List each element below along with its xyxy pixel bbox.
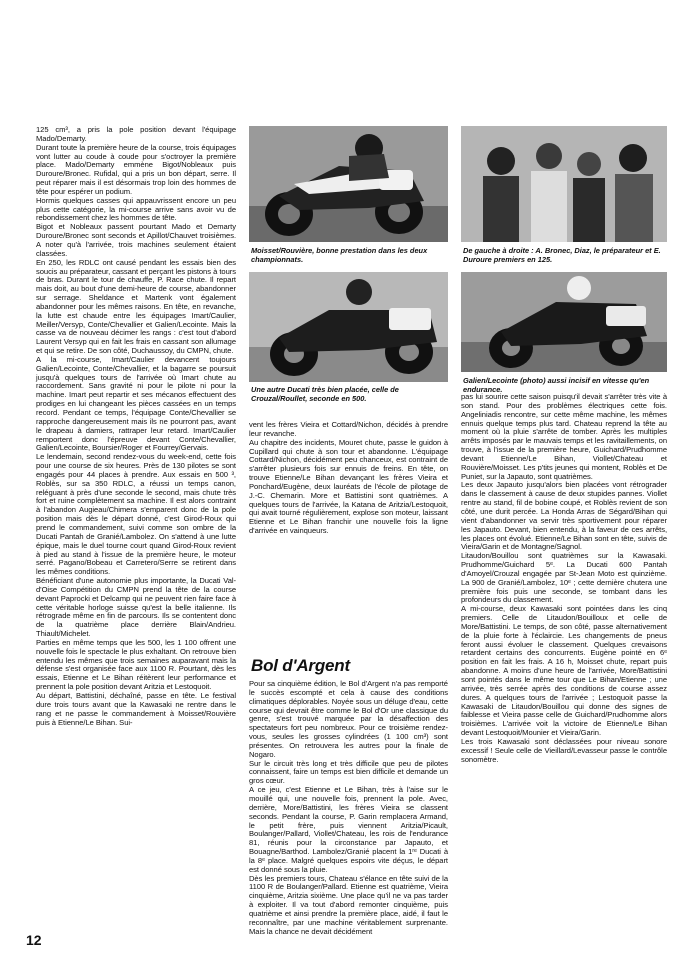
group-image (461, 126, 667, 242)
rider-image (461, 272, 667, 372)
photo-ducati-crouzal (249, 272, 448, 382)
paragraph: Pour sa cinquième édition, le Bol d'Argent n'a pas remporté le succès escompté et cela à cause des conditions climatiques déplorables. Noyée sous un déluge d'eau, cette course qui devrait être comme le Bol d'Or une classique du genre, s'est trouvé marquée par la désaffection des spectateurs fort peu nombreux. Pour ce troisième rendez-vous, seules les grosses cylindrées (1 100 cm³) sont présentes. On retrouvera les autres pour la finale de Nogaro. (249, 679, 448, 759)
paragraph: A ce jeu, c'est Etienne et Le Bihan, très à l'aise sur le mouillé qui, une nouvelle fois, prennent la pole. Avec, derrière, More/Battistini, les frères Vieira se classent seconds. Pendant la course, P. Garin remplacera Armand, le petit frère, puis viennent Aritzia/Picault, Boulanger/Pallard, Viollet/Chateau, les rois de l'endurance 81, réunis pour la circonstance par Japauto, et Bouagne/Barthod. Lambolez/Granié placent la 1ʳᵉ Ducati à la 8ᵉ place. Malgré quelques espoirs vite déçus, le départ est donné sous la pluie. (249, 785, 448, 874)
paragraph: Bénéficiant d'une autonomie plus importante, la Ducati Val-d'Oise Compétition du CMPN prend la tête de la course devant Paprocki et Delcamp qui ne peuvent rien faire face à cette véritable horloge suisse qu'est la belle italienne. Ils rétrograde même en fin de parcours. Ils se contentent donc de la quatrième place derrière Blain/Andrieu. Thiault/Michelet. (36, 576, 236, 639)
paragraph: Au chapitre des incidents, Mouret chute, passe le guidon à Cupillard qui chute à son tour et abandonne. L'équipage Cottard/Nichon, décidément peu chanceux, est contraint de s'arrêter plusieurs fois sur ennuis de freins. En tête, on trouve Etienne/Le Bihan devançant les frères Vieira et Ponchard/Eugène, deux lauréats de l'école de pilotage de J.-C. Chemarin. More et Battistini sont quatrièmes. A quelques tours de l'arrivée, la Katana de Aritzia/Lestoquoit, qui avait tourné régulièrement, explose son moteur, laissant Etienne et Le Bihan franchir une nouvelle fois la ligne d'arrivée en vainqueurs. (249, 437, 448, 536)
paragraph: Sur le circuit très long et très difficile que peu de pilotes connaissent, faire un temps est bien difficile et demande un gros cœur. (249, 758, 448, 786)
paragraph: Parties en même temps que les 500, les 1 100 offrent une nouvelle fois le spectacle le plus exhaltant. On retrouve bien entendu les mêmes que trois semaines auparavant mais la défense s'est organisée face aux 1100 R. Pourtant, dès les essais, Etienne et Le Bihan réitèrent leur performance et prennent la pole position devant Aritzia et Lestoquoit. (36, 637, 236, 692)
paragraph: Bigot et Nobleaux passent pourtant Mado et Demarty Duroure/Bronec sont seconds et Apillot/Chauvet troisièmes. A noter qu'à l'arrivée, trois machines seulement étaient classées. (36, 222, 236, 258)
paragraph: Hormis quelques casses qui appauvrissent encore un peu plus cette catégorie, la mi-course arrive sans avoir vu de rebondissement chez les hommes de tête. (36, 195, 236, 223)
ducati-image (249, 272, 448, 382)
photo-group-portrait (461, 126, 667, 242)
middle-column (249, 421, 448, 536)
photo-caption: Galien/Lecointe (photo) aussi incisif en vitesse qu'en endurance. (463, 376, 650, 394)
page-number: 12 (26, 932, 42, 948)
paragraph: Litaudon/Bouillou sont quatrièmes sur la Kawasaki. Prudhomme/Guichard 5ᵉ. La Ducati 600 Pantah d'Amoyel/Crouzal engagée par St-Jean Moto est quinzième. La 900 de Granié/Lambolez, 10ᵉ ; cette dernière chutera une première fois puis une seconde, se tombant dans les profondeurs du classement. (461, 551, 667, 605)
paragraph: Au départ, Battistini, déchaîné, passe en tête. Le festival dure trois tours avant que la Kawasaki ne rentre dans le rang et ne passe le commandement à Moisset/Rouvière puis à Etienne/Le Bihan. Sui- (36, 691, 236, 727)
motorcycle-image (249, 126, 448, 242)
middle-column-bottom (249, 680, 448, 936)
paragraph: Dès les premiers tours, Chateau s'élance en tête suivi de la 1100 R de Boulanger/Pallard. Etienne est quatrième, Vieira cinquième, Aritzia sixième. Une place qu'il ne va pas tarder à exploiter. Il va tout d'abord remonter cinquième, puis quatrième et ainsi prendre la première place, aidé, il faut le reconnaître, par une machine véritablement surprenante. Mais la chance ne devait décidément (249, 873, 448, 936)
paragraph: Durant toute la première heure de la course, trois équipages vont lutter au coude à coude pour s'octroyer la première place. Mado/Demarty emmène Bigot/Nobleaux puis Duroure/Bronec. Rufidal, qui a pris un bon départ, serre. Il peut réparer mais il est désormais trop loin des hommes de tête pour espérer un podium. (36, 142, 236, 196)
photo-caption: De gauche à droite : A. Bronec, Diaz, le préparateur et E. Duroure premiers en 125. (463, 246, 661, 264)
photo-galien-lecointe (461, 272, 667, 372)
right-column (461, 393, 667, 764)
paragraph: Les trois Kawasaki sont déclassées pour niveau sonore excessif ! Seule celle de Vieillard/Levasseur passe le contrôle sonomètre. (461, 736, 667, 764)
paragraph: A mi-course, deux Kawasaki sont pointées dans les cinq premiers. Celle de Litaudon/Bouilloux et celle de More/Battistini. Le temps, de son côté, passe alternativement de la pluie forte à l'éclaircie. Les changements de pneus feront aussi évoluer le classement. Quelques crevaisons retardent certains des concurrents. Eugène pointé en 6ᵉ position en fait les frais. A 16 h, Moisset chute, repart puis abandonne. A moins d'une heure de l'arrivée, More/Battistini sont pointés dans le même tour que Le Bihan/Etienne ; une arrivée, très serrée après des conditions de course assez dures. A quelques tours de l'arrivée ; Lestoquoit passe la Kawasaki de Litaudon/Bouillou qui donne des signes de faiblesse et Vieira passe celle de Guichard/Prudhomme alors troisièmes. L'arrivée voit la victoire de Etienne/Le Bihan devant Lestoquoit/Mounier et Vieira/Garin. (461, 604, 667, 738)
photo-moisset-rouviere (249, 126, 448, 242)
paragraph: vent les frères Vieira et Cottard/Nichon, décidés à prendre leur revanche. (249, 420, 448, 438)
paragraph: En 250, les RDLC ont causé pendant les essais bien des soucis au préparateur, cassant et perçant les pistons à tours de bras. Durant le tour de chauffe, P. Race chute. Il repart mais doit, au bout d'une demi-heure de course, abandonner sur serrage. Sheldance et Martenk vont également abandonner pour les mêmes raisons. En tête, en revanche, la lutte est chaude entre les équipages Imart/Caulier, Meiller/Versyp, Conte/Chevallier et Galien/Lecointe. Mais la casse va de nouveau décimer les rangs : c'est tout d'abord Laurent Versyp qui en fait les frais en cassant son allumage et qui se retire. De son côté, Duchaussoy, du CMPN, chute. (36, 257, 236, 356)
paragraph: Le lendemain, second rendez-vous du week-end, cette fois pour une course de six heures. Près de 130 pilotes se sont engagés pour 44 places à prendre. Aux essais en 500 ³, Roblès, sur sa 350 RDLC, a réussi un temps canon, reléguant à près d'une seconde le second, mais chute très fort et ruine complètement sa machine. Il est alors contraint à l'abandon Augieau/Chimera s'emparent donc de la pole position mais dès le départ donné, c'est Girod-Roux qui prend le commandement, suivi comme son ombre de la Ducati Pantah de Granié/Lambolez. On s'attend à une lutte épique, mais le duel tourne court quand Girod-Roux revient à pied au stand à l'issue de la première heure, le moteur serré. Pagano/Bobeau et Carretero/Serre se retirent dans les mêmes conditions. (36, 452, 236, 577)
paragraph: A la mi-course, Imart/Caulier devancent toujours Galien/Lecointe, Conte/Chevallier, et la bagarre se poursuit jusqu'à quelques tours de l'arrivée où Imart chute au raccordement. Sans gravité ni pour le pilote ni pour la machine. Imart peut repartir et ses mécanos effectuent des prodiges en lui changeant les pièces cassées en un temps record. Pendant ce temps, l'équipage Conte/Chevallier se rapproche dangereusement mais ils ne pourront pas, avant le drapeau à damiers, rattraper leur retard. Imart/Caulier remportent donc l'épreuve devant Conte/Chevallier, Galien/Lecointe, Boursier/Roger et Fourrey/Gervais. (36, 354, 236, 453)
left-column (36, 126, 236, 727)
paragraph: 125 cm³, a pris la pole position devant l'équipage Mado/Demarty. (36, 125, 236, 143)
photo-caption: Moisset/Rouvière, bonne prestation dans les deux championnats. (251, 246, 428, 264)
section-heading: Bol d'Argent (251, 656, 350, 675)
paragraph: Les deux Japauto jusqu'alors bien placées vont rétrograder dans le classement à cause de deux stupides pannes. Viollet rentre au stand, fil de bobine coupé, et Roblès revient de son côté, une durit percée. La Honda Arras de Ségard/Bihan qui vient d'abandonner va servir très sportivement pour réparer les Japauto. Devant, bien entendu, à la faveur de ces arrêts, les places ont évolué. Etienne/Le Bihan sont en tête, suivis de Vieira/Garin et de Montagne/Sagnol. (461, 480, 667, 552)
paragraph: pas lui sourire cette saison puisqu'il devait s'arrêter très vite à son stand. Pour des problèmes électriques cette fois. Angeliniadis rencontre, sur cette même machine, les mêmes ennuis quelque temps plus tard. Chateau reprend la tête au moment où la pluie s'arrête de tomber. Après les multiples arrêts imposés par le mauvais temps et les ravitaillements, on trouve, à l'issue de la première heure, Guichard/Prudhomme devant Etienne/Le Bihan, Viollet/Chateau et Rouvière/Moisset. Les p'tits jeunes qui montent, Roblès et De Puniet, sur la Japauto, sont quatrièmes. (461, 392, 667, 481)
photo-caption: Une autre Ducati très bien placée, celle de Crouzal/Roullet, seconde en 500. (251, 385, 399, 403)
